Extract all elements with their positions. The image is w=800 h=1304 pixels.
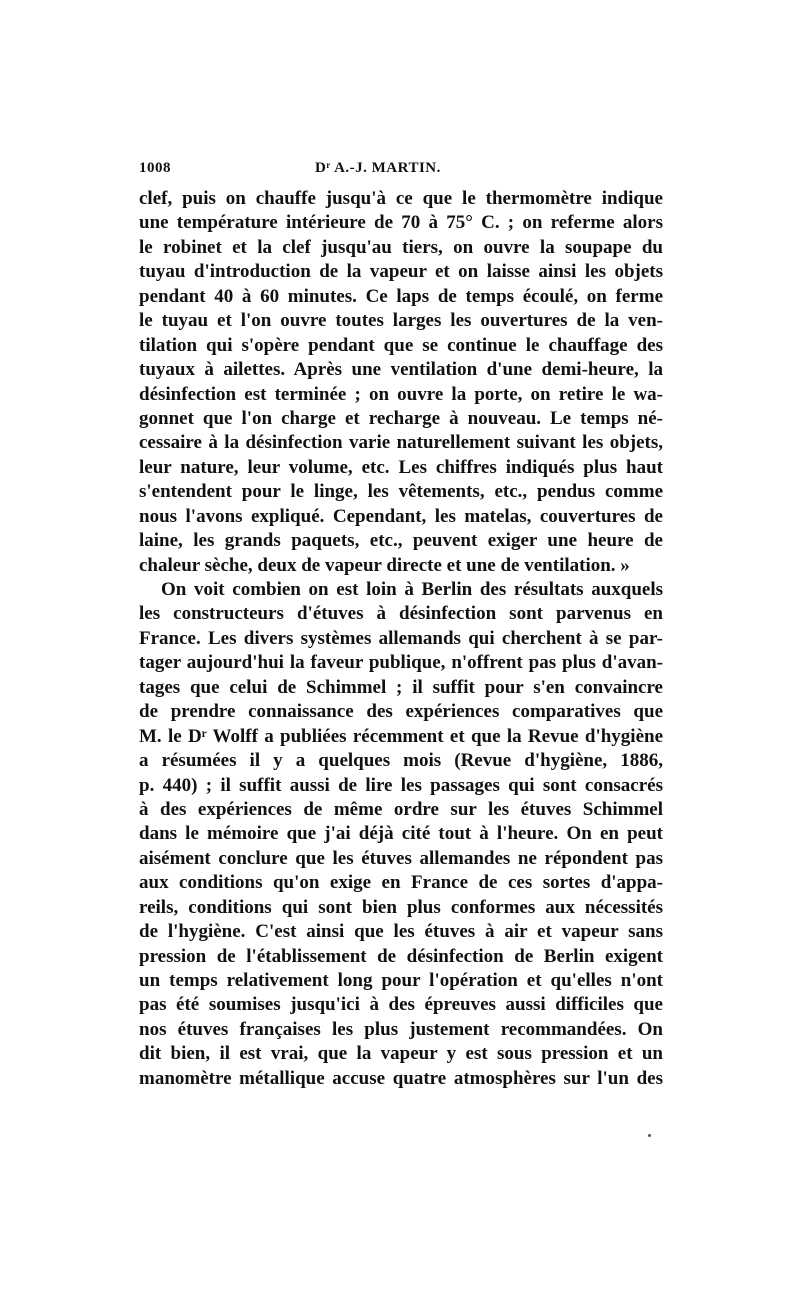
ink-speck xyxy=(648,1134,651,1137)
text-line: aisément conclure que les étuves allemandes ne répondent pas xyxy=(139,847,663,869)
text-line: de l'hygiène. C'est ainsi que les étuves à air et vapeur sans xyxy=(139,921,663,943)
page-number: 1008 xyxy=(139,160,171,176)
text-line: tages que celui de Schimmel ; il suffit pour s'en convaincre xyxy=(139,676,663,698)
text-line: à des expériences de même ordre sur les étuves Schimmel xyxy=(139,798,663,820)
text-line: tuyau d'introduction de la vapeur et on laisse ainsi les objets xyxy=(139,261,663,283)
text-line: nous l'avons expliqué. Cependant, les matelas, couvertures de xyxy=(139,505,663,527)
text-line: pendant 40 à 60 minutes. Ce laps de temps écoulé, on ferme xyxy=(139,285,663,307)
text-line: le robinet et la clef jusqu'au tiers, on ouvre la soupape du xyxy=(139,236,663,258)
text-line: dit bien, il est vrai, que la vapeur y est sous pression et un xyxy=(139,1043,663,1065)
text-line: une température intérieure de 70 à 75° C. ; on referme alors xyxy=(139,212,663,234)
text-line: gonnet que l'on charge et recharge à nouveau. Le temps né- xyxy=(139,407,663,429)
text-line: On voit combien on est loin à Berlin des résultats auxquels xyxy=(161,579,663,600)
body-text xyxy=(139,187,663,1091)
text-line: tuyaux à ailettes. Après une ventilation d'une demi-heure, la xyxy=(139,359,663,381)
text-line: aux conditions qu'on exige en France de ces sortes d'appa- xyxy=(139,872,663,894)
text-line: chaleur sèche, deux de vapeur directe et une de ventilation. » xyxy=(139,554,630,576)
text-line: reils, conditions qui sont bien plus conformes aux nécessités xyxy=(139,896,663,918)
text-line: un temps relativement long pour l'opération et qu'elles n'ont xyxy=(139,970,663,991)
text-line: France. Les divers systèmes allemands qui cherchent à se par- xyxy=(139,627,663,649)
text-line: cessaire à la désinfection varie naturellement suivant les objets, xyxy=(139,432,663,454)
text-line: tilation qui s'opère pendant que se continue le chauffage des xyxy=(139,334,663,356)
text-line: nos étuves françaises les plus justement recommandées. On xyxy=(139,1018,663,1040)
text-line: M. le Dʳ Wolff a publiées récemment et que la Revue d'hygiène xyxy=(139,725,663,747)
text-line: leur nature, leur volume, etc. Les chiffres indiqués plus haut xyxy=(139,456,663,478)
text-line: s'entendent pour le linge, les vêtements, etc., pendus comme xyxy=(139,481,663,503)
text-line: laine, les grands paquets, etc., peuvent exiger une heure de xyxy=(139,530,663,552)
text-line: manomètre métallique accuse quatre atmosphères sur l'un des xyxy=(139,1067,663,1089)
text-line: désinfection est terminée ; on ouvre la porte, on retire le wa- xyxy=(139,383,663,405)
text-line: les constructeurs d'étuves à désinfection sont parvenus en xyxy=(139,603,663,625)
text-line: de prendre connaissance des expériences comparatives que xyxy=(139,701,663,723)
text-line: tager aujourd'hui la faveur publique, n'offrent pas plus d'avan- xyxy=(139,652,663,674)
text-line: le tuyau et l'on ouvre toutes larges les ouvertures de la ven- xyxy=(139,310,663,332)
text-line: a résumées il y a quelques mois (Revue d'hygiène, 1886, xyxy=(139,750,663,772)
text-line: clef, puis on chauffe jusqu'à ce que le thermomètre indique xyxy=(139,188,663,209)
text-line: p. 440) ; il suffit aussi de lire les passages qui sont consacrés xyxy=(139,774,663,796)
running-head xyxy=(139,160,663,186)
text-line: dans le mémoire que j'ai déjà cité tout à l'heure. On en peut xyxy=(139,823,663,845)
running-title: Dʳ A.-J. MARTIN. xyxy=(315,160,441,176)
text-line: pas été soumises jusqu'ici à des épreuves aussi difficiles que xyxy=(139,994,663,1016)
text-line: pression de l'établissement de désinfection de Berlin exigent xyxy=(139,945,663,967)
